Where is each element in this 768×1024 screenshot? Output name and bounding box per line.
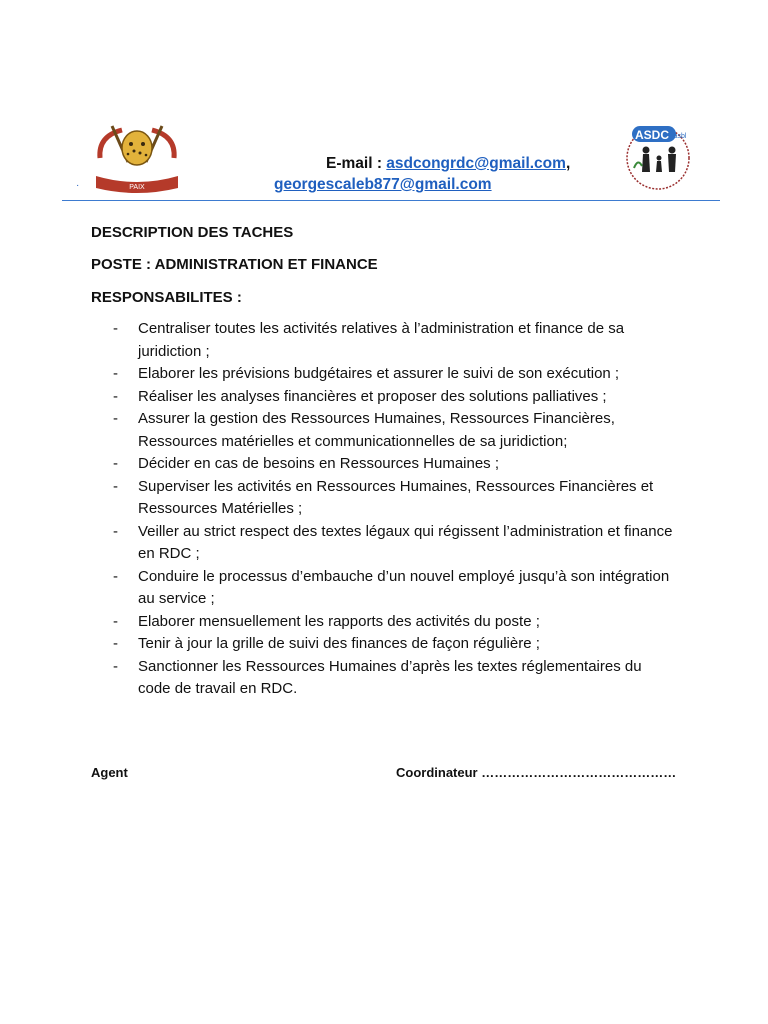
bullet: - [113,657,118,675]
agent-signature-label: Agent [91,765,128,780]
list-item [0,408,678,453]
asdc-logo-subtext: asbl [673,133,687,140]
bullet: - [113,635,118,652]
list-item-text: Sanctionner les Ressources Humaines d’après les textes réglementaires du code de travail en RDC. [138,657,642,697]
email-line-2 [274,176,492,194]
list-item [0,566,678,611]
list-item-text: Superviser les activités en Ressources Humaines, Ressources Financières et Ressources Matérielles ; [138,477,654,517]
document-title: DESCRIPTION DES TACHES [91,224,294,241]
bullet: - [113,365,118,382]
list-item-text: Centraliser toutes les activités relatives à l’administration et finance de sa juridiction ; [138,320,625,360]
drc-coat-of-arms-logo [92,118,182,196]
list-item [0,656,678,701]
list-item [0,633,678,656]
list-item-text: Assurer la gestion des Ressources Humaines, Ressources Financières, Ressources matérielles et communicationnelles de sa juridiction; [138,410,615,450]
header-divider [62,200,720,201]
list-item [0,363,678,386]
stray-mark: · [76,180,80,191]
bullet: - [113,410,118,427]
bullet: - [113,522,118,540]
bullet: - [113,387,118,405]
list-item [0,453,678,476]
list-item-text: Réaliser les analyses financières et proposer des solutions palliatives ; [138,387,607,405]
responsibilities-list [0,318,768,701]
list-item-text: Conduire le processus d’embauche d’un nouvel employé jusqu’à son intégration au service ; [138,567,670,607]
responsabilites-heading: RESPONSABILITES : [91,289,242,306]
email-link-1[interactable]: asdcongrdc@gmail.com [386,155,566,172]
poste-heading: POSTE : ADMINISTRATION ET FINANCE [91,256,378,273]
list-item [0,318,678,363]
motto-text: PAIX [129,184,145,191]
list-item-text: Elaborer mensuellement les rapports des activités du poste ; [138,612,540,630]
list-item [0,476,678,521]
coordinateur-signature-label: Coordinateur ……………………………………… [396,765,677,780]
list-item-text: Décider en cas de besoins en Ressources Humaines ; [138,455,500,472]
list-item-text: Elaborer les prévisions budgétaires et assurer le suivi de son exécution ; [138,365,620,382]
bullet: - [113,567,118,585]
bullet: - [113,612,118,630]
asdc-logo [612,120,704,192]
email-separator: , [565,155,571,172]
list-item [0,611,678,634]
asdc-logo-text: ASDC [634,128,670,142]
bullet: - [113,455,118,472]
bullet: - [113,320,118,337]
list-item-text: Veiller au strict respect des textes légaux qui régissent l’administration et finance en RDC ; [138,522,673,562]
email-label: E-mail : [326,155,387,172]
list-item-text: Tenir à jour la grille de suivi des finances de façon régulière ; [138,635,540,652]
email-line-1 [326,155,570,173]
email-link-2[interactable]: georgescaleb877@gmail.com [274,176,492,193]
bullet: - [113,477,118,495]
list-item [0,386,678,409]
list-item [0,521,678,566]
